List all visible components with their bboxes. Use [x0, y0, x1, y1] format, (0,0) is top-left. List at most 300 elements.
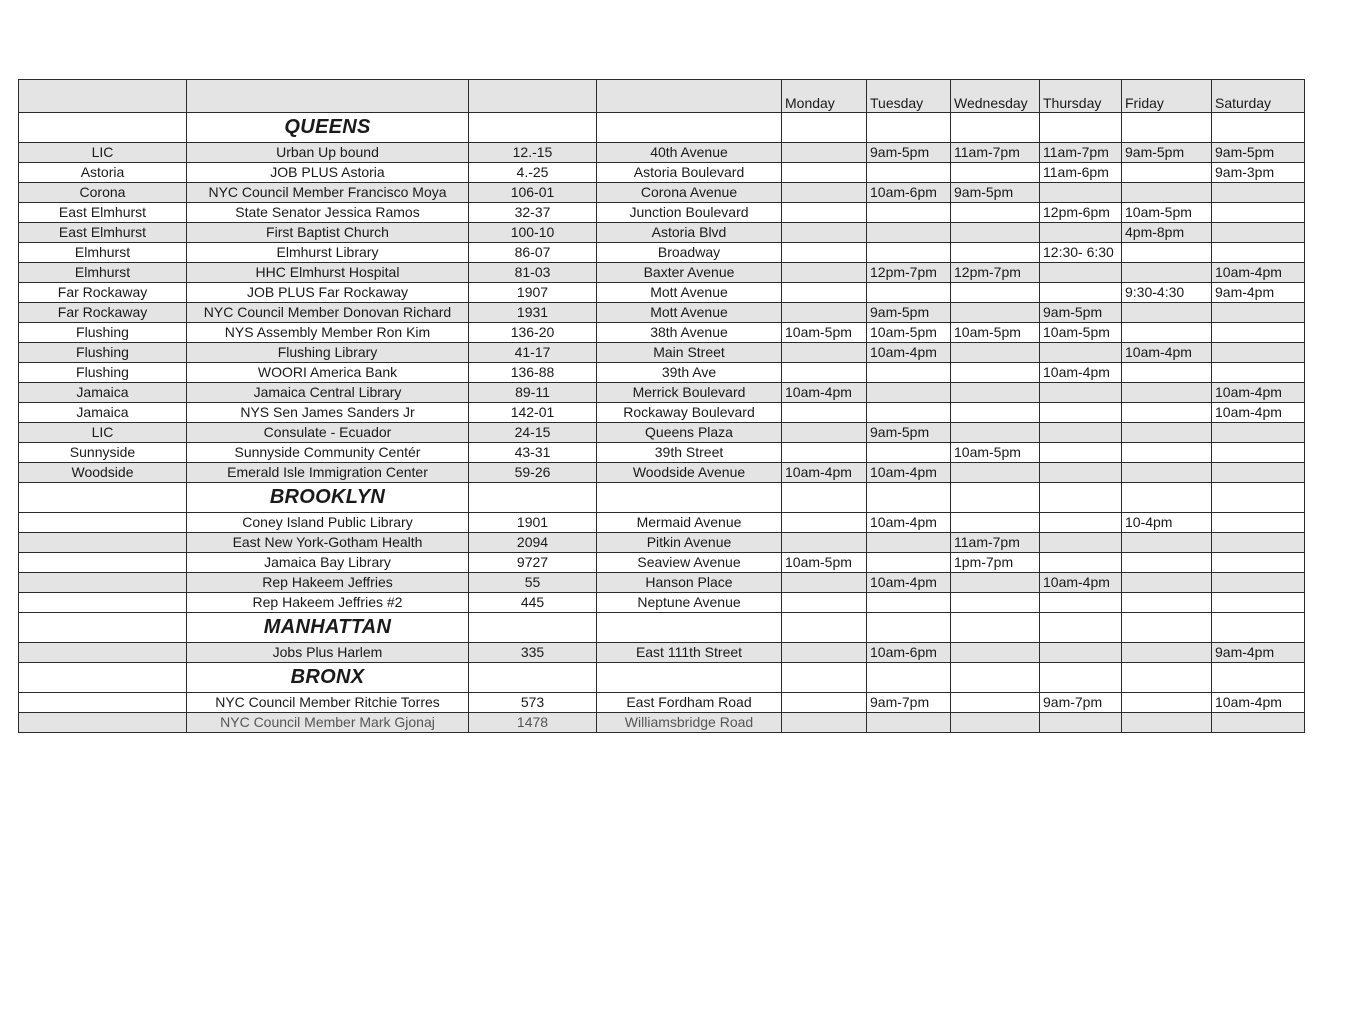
tuesday-cell [867, 203, 951, 223]
borough-row-cell [1212, 663, 1305, 693]
tuesday-cell: 10am-6pm [867, 183, 951, 203]
table-row [19, 343, 1305, 363]
site-cell: Jamaica Bay Library [187, 553, 469, 573]
friday-cell [1122, 423, 1212, 443]
header-tuesday: Tuesday [867, 80, 951, 113]
monday-cell [782, 403, 867, 423]
tuesday-cell [867, 443, 951, 463]
wednesday-cell [951, 343, 1040, 363]
site-cell: Jobs Plus Harlem [187, 643, 469, 663]
site-cell: NYC Council Member Mark Gjonaj [187, 713, 469, 733]
borough-heading: BRONX [187, 663, 469, 693]
thursday-cell [1040, 183, 1122, 203]
friday-cell [1122, 593, 1212, 613]
saturday-cell [1212, 573, 1305, 593]
number-cell: 86-07 [469, 243, 597, 263]
header-site-cell [187, 80, 469, 113]
saturday-cell [1212, 593, 1305, 613]
friday-cell [1122, 533, 1212, 553]
friday-cell [1122, 303, 1212, 323]
thursday-cell: 11am-6pm [1040, 163, 1122, 183]
wednesday-cell: 9am-5pm [951, 183, 1040, 203]
monday-cell [782, 533, 867, 553]
thursday-cell: 9am-7pm [1040, 693, 1122, 713]
number-cell: 24-15 [469, 423, 597, 443]
borough-row-cell [951, 483, 1040, 513]
monday-cell [782, 243, 867, 263]
saturday-cell: 10am-4pm [1212, 693, 1305, 713]
area-cell: Flushing [19, 363, 187, 383]
tuesday-cell: 10am-4pm [867, 463, 951, 483]
area-cell: Corona [19, 183, 187, 203]
area-cell: LIC [19, 143, 187, 163]
tuesday-cell [867, 533, 951, 553]
site-cell: Jamaica Central Library [187, 383, 469, 403]
street-cell: 38th Avenue [597, 323, 782, 343]
street-cell: 40th Avenue [597, 143, 782, 163]
saturday-cell: 9am-5pm [1212, 143, 1305, 163]
table-row [19, 203, 1305, 223]
street-cell: Rockaway Boulevard [597, 403, 782, 423]
site-cell: NYS Assembly Member Ron Kim [187, 323, 469, 343]
tuesday-cell: 9am-5pm [867, 303, 951, 323]
saturday-cell [1212, 183, 1305, 203]
wednesday-cell [951, 383, 1040, 403]
saturday-cell [1212, 533, 1305, 553]
saturday-cell: 9am-4pm [1212, 283, 1305, 303]
area-cell [19, 513, 187, 533]
tuesday-cell: 9am-5pm [867, 143, 951, 163]
monday-cell [782, 593, 867, 613]
site-cell: First Baptist Church [187, 223, 469, 243]
borough-row-cell [469, 113, 597, 143]
friday-cell [1122, 553, 1212, 573]
borough-row-cell [867, 663, 951, 693]
street-cell: Junction Boulevard [597, 203, 782, 223]
wednesday-cell [951, 513, 1040, 533]
number-cell: 59-26 [469, 463, 597, 483]
saturday-cell [1212, 423, 1305, 443]
number-cell: 55 [469, 573, 597, 593]
tuesday-cell: 12pm-7pm [867, 263, 951, 283]
street-cell: 39th Street [597, 443, 782, 463]
monday-cell [782, 283, 867, 303]
thursday-cell: 11am-7pm [1040, 143, 1122, 163]
thursday-cell: 10am-4pm [1040, 573, 1122, 593]
street-cell: Merrick Boulevard [597, 383, 782, 403]
header-friday: Friday [1122, 80, 1212, 113]
friday-cell: 10am-5pm [1122, 203, 1212, 223]
tuesday-cell: 10am-6pm [867, 643, 951, 663]
schedule-sheet [18, 79, 1304, 733]
thursday-cell [1040, 343, 1122, 363]
number-cell: 100-10 [469, 223, 597, 243]
borough-row-cell [782, 663, 867, 693]
site-cell: Coney Island Public Library [187, 513, 469, 533]
borough-row-cell [951, 663, 1040, 693]
area-cell: East Elmhurst [19, 203, 187, 223]
table-row [19, 423, 1305, 443]
borough-row-cell [469, 663, 597, 693]
table-row [19, 533, 1305, 553]
thursday-cell [1040, 423, 1122, 443]
number-cell: 43-31 [469, 443, 597, 463]
wednesday-cell [951, 303, 1040, 323]
site-cell: Emerald Isle Immigration Center [187, 463, 469, 483]
thursday-cell: 10am-4pm [1040, 363, 1122, 383]
area-cell: Elmhurst [19, 243, 187, 263]
table-row [19, 713, 1305, 733]
borough-row-cell [951, 613, 1040, 643]
monday-cell [782, 343, 867, 363]
wednesday-cell [951, 463, 1040, 483]
tuesday-cell: 9am-7pm [867, 693, 951, 713]
area-cell: East Elmhurst [19, 223, 187, 243]
street-cell: East Fordham Road [597, 693, 782, 713]
borough-row-cell [597, 613, 782, 643]
thursday-cell [1040, 223, 1122, 243]
borough-row-cell [782, 613, 867, 643]
table-row [19, 363, 1305, 383]
street-cell: Main Street [597, 343, 782, 363]
tuesday-cell [867, 553, 951, 573]
header-number-cell [469, 80, 597, 113]
table-row [19, 443, 1305, 463]
area-cell [19, 693, 187, 713]
borough-row-cell [782, 113, 867, 143]
table-row [19, 303, 1305, 323]
thursday-cell [1040, 513, 1122, 533]
wednesday-cell [951, 223, 1040, 243]
wednesday-cell [951, 643, 1040, 663]
number-cell: 1478 [469, 713, 597, 733]
number-cell: 573 [469, 693, 597, 713]
saturday-cell [1212, 223, 1305, 243]
monday-cell: 10am-4pm [782, 463, 867, 483]
site-cell: NYC Council Member Francisco Moya [187, 183, 469, 203]
borough-row-cell [782, 483, 867, 513]
saturday-cell: 10am-4pm [1212, 403, 1305, 423]
area-cell [19, 533, 187, 553]
wednesday-cell: 12pm-7pm [951, 263, 1040, 283]
borough-row-cell [19, 483, 187, 513]
site-cell: Sunnyside Community Centér [187, 443, 469, 463]
street-cell: East 111th Street [597, 643, 782, 663]
borough-row-cell [1122, 613, 1212, 643]
street-cell: Baxter Avenue [597, 263, 782, 283]
borough-row-cell [1122, 483, 1212, 513]
table-row [19, 243, 1305, 263]
saturday-cell [1212, 713, 1305, 733]
number-cell: 445 [469, 593, 597, 613]
monday-cell [782, 263, 867, 283]
site-cell: Rep Hakeem Jeffries [187, 573, 469, 593]
tuesday-cell: 10am-4pm [867, 573, 951, 593]
header-thursday: Thursday [1040, 80, 1122, 113]
monday-cell [782, 693, 867, 713]
monday-cell [782, 143, 867, 163]
friday-cell: 10am-4pm [1122, 343, 1212, 363]
borough-row-cell [1212, 113, 1305, 143]
site-cell: WOORI America Bank [187, 363, 469, 383]
wednesday-cell: 10am-5pm [951, 323, 1040, 343]
number-cell: 12.-15 [469, 143, 597, 163]
friday-cell [1122, 573, 1212, 593]
friday-cell [1122, 323, 1212, 343]
saturday-cell: 9am-3pm [1212, 163, 1305, 183]
site-cell: HHC Elmhurst Hospital [187, 263, 469, 283]
street-cell: Williamsbridge Road [597, 713, 782, 733]
wednesday-cell [951, 573, 1040, 593]
thursday-cell [1040, 553, 1122, 573]
header-area-cell [19, 80, 187, 113]
number-cell: 142-01 [469, 403, 597, 423]
number-cell: 1931 [469, 303, 597, 323]
saturday-cell [1212, 463, 1305, 483]
borough-row-cell [1212, 613, 1305, 643]
borough-row-cell [597, 663, 782, 693]
borough-heading: QUEENS [187, 113, 469, 143]
number-cell: 9727 [469, 553, 597, 573]
wednesday-cell [951, 283, 1040, 303]
thursday-cell [1040, 263, 1122, 283]
number-cell: 81-03 [469, 263, 597, 283]
site-cell: NYS Sen James Sanders Jr [187, 403, 469, 423]
monday-cell [782, 713, 867, 733]
friday-cell [1122, 403, 1212, 423]
monday-cell: 10am-5pm [782, 553, 867, 573]
table-row [19, 143, 1305, 163]
thursday-cell: 12:30- 6:30 [1040, 243, 1122, 263]
friday-cell [1122, 463, 1212, 483]
table-row [19, 223, 1305, 243]
wednesday-cell [951, 403, 1040, 423]
street-cell: Hanson Place [597, 573, 782, 593]
site-cell: JOB PLUS Far Rockaway [187, 283, 469, 303]
table-row [19, 593, 1305, 613]
table-row [19, 643, 1305, 663]
wednesday-cell: 1pm-7pm [951, 553, 1040, 573]
monday-cell [782, 163, 867, 183]
street-cell: Mott Avenue [597, 283, 782, 303]
friday-cell [1122, 363, 1212, 383]
borough-row-cell [597, 113, 782, 143]
area-cell: Woodside [19, 463, 187, 483]
area-cell [19, 593, 187, 613]
number-cell: 4.-25 [469, 163, 597, 183]
thursday-cell [1040, 463, 1122, 483]
table-row [19, 403, 1305, 423]
site-cell: State Senator Jessica Ramos [187, 203, 469, 223]
borough-row [19, 613, 1305, 643]
thursday-cell [1040, 283, 1122, 303]
table-row [19, 263, 1305, 283]
thursday-cell [1040, 443, 1122, 463]
street-cell: Pitkin Avenue [597, 533, 782, 553]
area-cell: Far Rockaway [19, 303, 187, 323]
borough-row-cell [1040, 613, 1122, 643]
monday-cell [782, 643, 867, 663]
number-cell: 89-11 [469, 383, 597, 403]
wednesday-cell: 10am-5pm [951, 443, 1040, 463]
site-cell: Urban Up bound [187, 143, 469, 163]
area-cell: Astoria [19, 163, 187, 183]
street-cell: Mott Avenue [597, 303, 782, 323]
wednesday-cell [951, 693, 1040, 713]
table-row [19, 323, 1305, 343]
number-cell: 106-01 [469, 183, 597, 203]
wednesday-cell [951, 423, 1040, 443]
site-cell: East New York-Gotham Health [187, 533, 469, 553]
number-cell: 32-37 [469, 203, 597, 223]
monday-cell [782, 203, 867, 223]
tuesday-cell [867, 383, 951, 403]
saturday-cell [1212, 303, 1305, 323]
thursday-cell [1040, 533, 1122, 553]
thursday-cell [1040, 593, 1122, 613]
tuesday-cell [867, 403, 951, 423]
borough-heading: BROOKLYN [187, 483, 469, 513]
borough-heading: MANHATTAN [187, 613, 469, 643]
tuesday-cell: 10am-4pm [867, 513, 951, 533]
thursday-cell [1040, 643, 1122, 663]
street-cell: Mermaid Avenue [597, 513, 782, 533]
borough-row-cell [867, 613, 951, 643]
friday-cell [1122, 163, 1212, 183]
borough-row [19, 663, 1305, 693]
schedule-table [18, 79, 1305, 733]
saturday-cell [1212, 243, 1305, 263]
street-cell: Queens Plaza [597, 423, 782, 443]
site-cell: NYC Council Member Ritchie Torres [187, 693, 469, 713]
borough-row-cell [469, 483, 597, 513]
saturday-cell [1212, 363, 1305, 383]
monday-cell [782, 363, 867, 383]
street-cell: Astoria Blvd [597, 223, 782, 243]
borough-row-cell [19, 113, 187, 143]
area-cell: Flushing [19, 323, 187, 343]
borough-row-cell [867, 113, 951, 143]
tuesday-cell: 9am-5pm [867, 423, 951, 443]
area-cell [19, 713, 187, 733]
area-cell [19, 643, 187, 663]
friday-cell [1122, 243, 1212, 263]
saturday-cell [1212, 343, 1305, 363]
borough-row-cell [1122, 113, 1212, 143]
street-cell: 39th Ave [597, 363, 782, 383]
area-cell: Flushing [19, 343, 187, 363]
tuesday-cell: 10am-4pm [867, 343, 951, 363]
borough-row-cell [19, 613, 187, 643]
tuesday-cell [867, 243, 951, 263]
area-cell: Jamaica [19, 383, 187, 403]
area-cell [19, 573, 187, 593]
table-row [19, 183, 1305, 203]
site-cell: Elmhurst Library [187, 243, 469, 263]
friday-cell: 4pm-8pm [1122, 223, 1212, 243]
number-cell: 1907 [469, 283, 597, 303]
saturday-cell: 10am-4pm [1212, 263, 1305, 283]
site-cell: Flushing Library [187, 343, 469, 363]
friday-cell [1122, 443, 1212, 463]
street-cell: Woodside Avenue [597, 463, 782, 483]
tuesday-cell [867, 223, 951, 243]
area-cell: Elmhurst [19, 263, 187, 283]
borough-row-cell [597, 483, 782, 513]
area-cell: LIC [19, 423, 187, 443]
street-cell: Astoria Boulevard [597, 163, 782, 183]
header-row [19, 80, 1305, 113]
area-cell: Sunnyside [19, 443, 187, 463]
thursday-cell [1040, 403, 1122, 423]
site-cell: NYC Council Member Donovan Richard [187, 303, 469, 323]
friday-cell [1122, 693, 1212, 713]
header-saturday: Saturday [1212, 80, 1305, 113]
wednesday-cell [951, 363, 1040, 383]
borough-row-cell [1212, 483, 1305, 513]
friday-cell: 10-4pm [1122, 513, 1212, 533]
wednesday-cell [951, 713, 1040, 733]
friday-cell [1122, 713, 1212, 733]
table-row [19, 573, 1305, 593]
monday-cell [782, 573, 867, 593]
header-street-cell [597, 80, 782, 113]
thursday-cell [1040, 713, 1122, 733]
table-row [19, 283, 1305, 303]
street-cell: Broadway [597, 243, 782, 263]
saturday-cell [1212, 513, 1305, 533]
table-row [19, 383, 1305, 403]
thursday-cell: 10am-5pm [1040, 323, 1122, 343]
saturday-cell: 9am-4pm [1212, 643, 1305, 663]
saturday-cell [1212, 553, 1305, 573]
thursday-cell: 9am-5pm [1040, 303, 1122, 323]
friday-cell: 9am-5pm [1122, 143, 1212, 163]
borough-row-cell [867, 483, 951, 513]
thursday-cell: 12pm-6pm [1040, 203, 1122, 223]
site-cell: JOB PLUS Astoria [187, 163, 469, 183]
street-cell: Corona Avenue [597, 183, 782, 203]
saturday-cell [1212, 323, 1305, 343]
friday-cell [1122, 383, 1212, 403]
monday-cell [782, 513, 867, 533]
header-wednesday: Wednesday [951, 80, 1040, 113]
header-monday: Monday [782, 80, 867, 113]
tuesday-cell: 10am-5pm [867, 323, 951, 343]
area-cell [19, 553, 187, 573]
number-cell: 136-20 [469, 323, 597, 343]
borough-row [19, 483, 1305, 513]
wednesday-cell [951, 593, 1040, 613]
monday-cell: 10am-4pm [782, 383, 867, 403]
schedule-body [19, 80, 1305, 733]
monday-cell [782, 423, 867, 443]
wednesday-cell [951, 163, 1040, 183]
tuesday-cell [867, 593, 951, 613]
site-cell: Consulate - Ecuador [187, 423, 469, 443]
thursday-cell [1040, 383, 1122, 403]
saturday-cell [1212, 203, 1305, 223]
borough-row-cell [469, 613, 597, 643]
borough-row [19, 113, 1305, 143]
borough-row-cell [1040, 663, 1122, 693]
number-cell: 136-88 [469, 363, 597, 383]
borough-row-cell [1122, 663, 1212, 693]
table-row [19, 163, 1305, 183]
borough-row-cell [19, 663, 187, 693]
street-cell: Neptune Avenue [597, 593, 782, 613]
monday-cell: 10am-5pm [782, 323, 867, 343]
